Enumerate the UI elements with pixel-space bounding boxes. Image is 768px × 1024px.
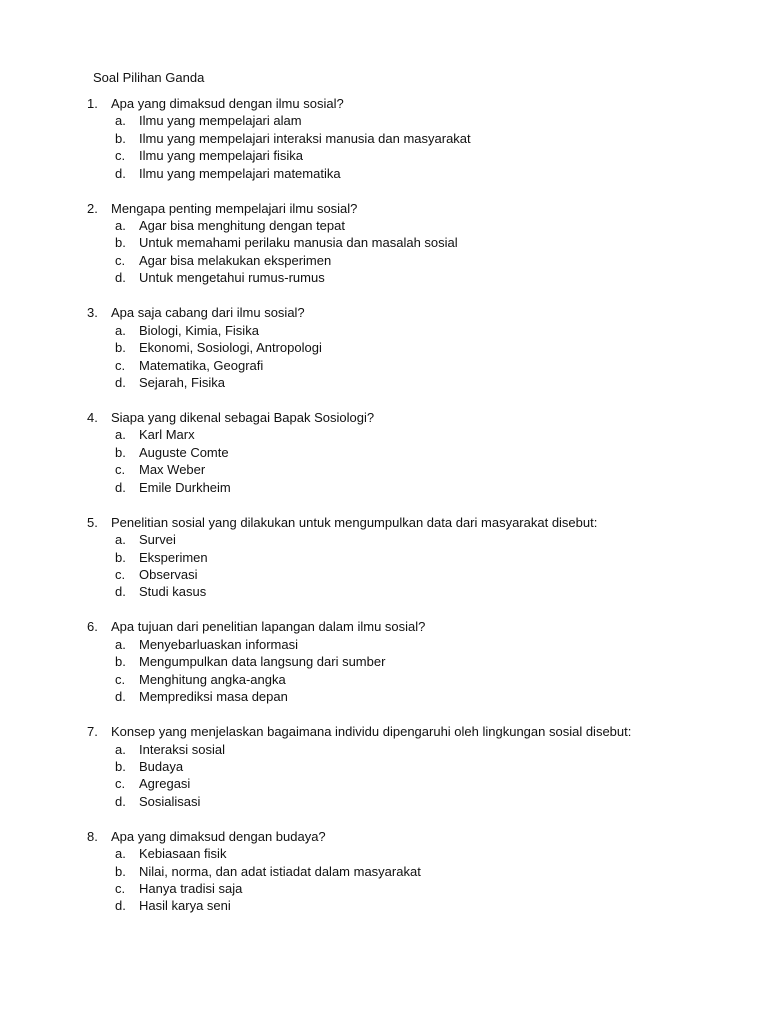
option-letter: a. <box>115 427 126 443</box>
question-text: Apa tujuan dari penelitian lapangan dalam ilmu sosial? <box>111 619 426 635</box>
question-item <box>0 304 768 409</box>
option-text: Survei <box>139 532 176 548</box>
question-text: Mengapa penting mempelajari ilmu sosial? <box>111 200 358 216</box>
question-item <box>0 514 768 619</box>
option-text: Max Weber <box>139 462 206 478</box>
question-number: 4. <box>87 410 98 426</box>
question-item <box>0 618 768 723</box>
question-item <box>0 723 768 828</box>
question-number: 7. <box>87 724 98 740</box>
option-text: Budaya <box>139 758 184 774</box>
option-text: Agregasi <box>139 776 191 792</box>
option-letter: b. <box>115 549 126 565</box>
option-text: Ilmu yang mempelajari matematika <box>139 165 341 181</box>
option-text: Memprediksi masa depan <box>139 689 288 704</box>
option-text: Ilmu yang mempelajari alam <box>139 113 302 129</box>
question-text: Apa yang dimaksud dengan ilmu sosial? <box>111 96 344 111</box>
option-letter: c. <box>115 880 126 896</box>
option-letter: a. <box>115 741 126 757</box>
option-letter: c. <box>115 357 126 373</box>
option-letter: c. <box>115 566 126 582</box>
option-letter: b. <box>115 863 126 879</box>
option-text: Untuk memahami perilaku manusia dan masalah sosial <box>139 235 458 251</box>
option-text: Menghitung angka-angka <box>139 671 286 687</box>
option-text: Hasil karya seni <box>139 898 231 914</box>
question-item <box>0 828 768 933</box>
question-item <box>0 95 768 200</box>
option-letter: b. <box>115 130 126 146</box>
question-text: Apa yang dimaksud dengan budaya? <box>111 828 326 844</box>
option-text: Agar bisa melakukan eksperimen <box>139 252 332 268</box>
question-text: Konsep yang menjelaskan bagaimana individu dipengaruhi oleh lingkungan sosial disebut: <box>111 724 632 740</box>
question-item <box>0 200 768 305</box>
option-letter: a. <box>115 322 126 338</box>
option-text: Ilmu yang mempelajari fisika <box>139 148 304 164</box>
option-text: Agar bisa menghitung dengan tepat <box>139 218 345 234</box>
option-text: Kebiasaan fisik <box>139 846 227 862</box>
option-text: Eksperimen <box>139 549 208 565</box>
option-text: Sejarah, Fisika <box>139 374 225 390</box>
option-text: Karl Marx <box>139 427 195 443</box>
option-text: Interaksi sosial <box>139 741 225 757</box>
option-letter: a. <box>115 846 126 862</box>
option-text: Menyebarluaskan informasi <box>139 636 298 652</box>
question-text: Siapa yang dikenal sebagai Bapak Sosiologi? <box>111 410 375 426</box>
option-letter: a. <box>115 218 126 234</box>
option-letter: b. <box>115 235 126 251</box>
option-letter: a. <box>115 532 126 548</box>
option-text: Ekonomi, Sosiologi, Antropologi <box>139 340 322 356</box>
question-number: 6. <box>87 619 98 635</box>
option-letter: d. <box>115 898 126 914</box>
option-letter: d. <box>115 479 126 495</box>
option-letter: c. <box>115 252 126 268</box>
option-letter: b. <box>115 340 126 356</box>
option-text: Nilai, norma, dan adat istiadat dalam masyarakat <box>139 863 421 879</box>
option-text: Studi kasus <box>139 584 207 600</box>
option-text: Sosialisasi <box>139 793 201 809</box>
option-letter: d. <box>115 270 126 286</box>
option-text: Mengumpulkan data langsung dari sumber <box>139 654 386 670</box>
option-text: Biologi, Kimia, Fisika <box>139 322 259 338</box>
option-letter: b. <box>115 758 126 774</box>
option-letter: c. <box>115 671 126 687</box>
option-letter: d. <box>115 584 126 600</box>
option-letter: c. <box>115 148 126 164</box>
option-text: Untuk mengetahui rumus-rumus <box>139 270 325 286</box>
option-text: Matematika, Geografi <box>139 357 264 373</box>
question-number: 2. <box>87 200 98 216</box>
document-title: Soal Pilihan Ganda <box>93 70 205 85</box>
option-letter: c. <box>115 776 126 792</box>
option-letter: b. <box>115 444 126 460</box>
option-letter: a. <box>115 636 126 652</box>
option-text: Emile Durkheim <box>139 479 231 495</box>
question-number: 1. <box>87 96 98 111</box>
question-text: Apa saja cabang dari ilmu sosial? <box>111 305 305 321</box>
option-letter: d. <box>115 689 126 704</box>
question-text: Penelitian sosial yang dilakukan untuk mengumpulkan data dari masyarakat disebut: <box>111 514 598 530</box>
option-letter: d. <box>115 165 126 181</box>
option-letter: b. <box>115 654 126 670</box>
option-text: Hanya tradisi saja <box>139 880 243 896</box>
question-list <box>0 95 768 933</box>
option-letter: a. <box>115 113 126 129</box>
question-number: 8. <box>87 828 98 844</box>
option-letter: c. <box>115 462 126 478</box>
question-item <box>0 409 768 514</box>
option-letter: d. <box>115 793 126 809</box>
question-number: 5. <box>87 514 98 530</box>
option-text: Auguste Comte <box>139 444 229 460</box>
option-text: Observasi <box>139 566 198 582</box>
question-number: 3. <box>87 305 98 321</box>
option-text: Ilmu yang mempelajari interaksi manusia dan masyarakat <box>139 130 471 146</box>
option-letter: d. <box>115 374 126 390</box>
